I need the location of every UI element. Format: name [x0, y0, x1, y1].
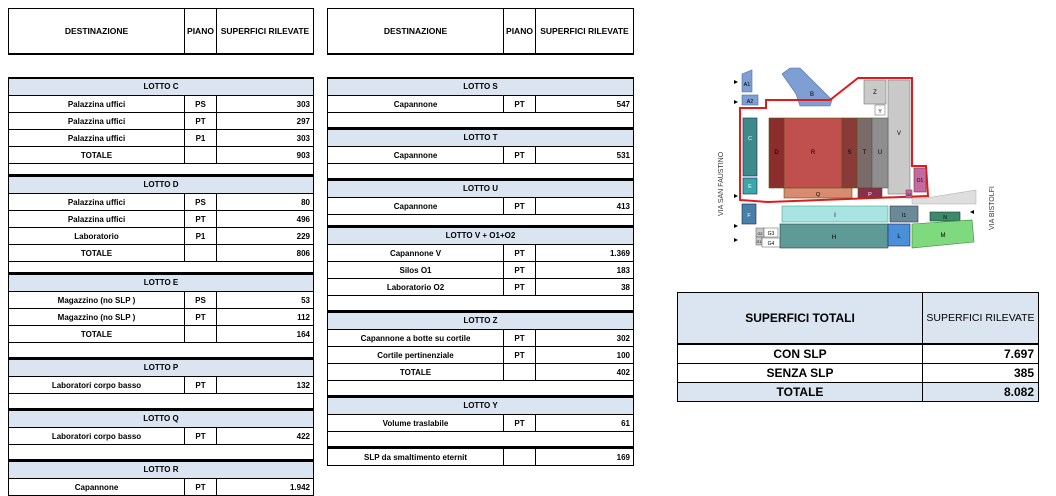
map-lot-n [930, 212, 960, 221]
row-superficie: 531 [616, 150, 630, 160]
svg-text:B: B [809, 92, 815, 98]
row-piano: PT [504, 279, 536, 295]
svg-text:I: I [834, 213, 836, 219]
row-piano: PS [185, 194, 217, 210]
section-title: LOTTO T [328, 128, 633, 147]
site-map [712, 64, 1002, 260]
row-destinazione: Silos O1 [328, 262, 504, 278]
totals-row-value: 7.697 [1003, 347, 1034, 361]
row-destinazione: Magazzino (no SLP ) [9, 309, 185, 325]
map-lot-t [857, 118, 872, 188]
table-row [9, 292, 313, 309]
section-title: LOTTO R [9, 460, 313, 479]
svg-text:Y: Y [878, 109, 882, 115]
map-lot-h [780, 224, 888, 248]
row-superficie: 903 [296, 150, 310, 160]
row-superficie: 169 [616, 452, 630, 462]
row-superficie: 100 [616, 350, 630, 360]
left-table-header [8, 8, 314, 55]
row-piano: PT [504, 147, 536, 163]
svg-text:R: R [810, 150, 816, 156]
row-piano: PT [504, 96, 536, 112]
row-piano: PT [504, 330, 536, 346]
svg-text:Q: Q [815, 192, 821, 198]
row-destinazione: Capannone V [328, 245, 504, 261]
svg-text:F: F [747, 213, 751, 219]
totals-row-senza-slp [678, 364, 1038, 383]
map-street-left: VIA SAN FAUSTINO [718, 151, 725, 216]
totals-header-value: SUPERFICI RILEVATE [926, 312, 1035, 324]
svg-text:O1: O1 [916, 178, 924, 184]
svg-text:Z: Z [873, 90, 877, 96]
row-destinazione: TOTALE [9, 245, 185, 261]
row-superficie: 1.369 [609, 248, 630, 258]
row-destinazione: Laboratori corpo basso [9, 377, 185, 393]
row-destinazione: Palazzina uffici [9, 130, 185, 146]
svg-text:V: V [896, 131, 902, 137]
middle-table-header [327, 8, 634, 55]
totals-header-label: SUPERFICI TOTALI [678, 293, 923, 343]
table-row [328, 415, 633, 432]
row-destinazione: Laboratorio [9, 228, 185, 244]
map-lot-f [742, 204, 756, 224]
row-superficie: 229 [296, 231, 310, 241]
totals-row-label: TOTALE [678, 383, 923, 401]
table-row [328, 262, 633, 279]
table-row [328, 245, 633, 262]
row-destinazione: Laboratori corpo basso [9, 428, 185, 444]
spacer-row [328, 432, 633, 447]
row-destinazione: Palazzina uffici [9, 194, 185, 210]
middle-lots-table [327, 77, 634, 466]
row-superficie: 413 [616, 201, 630, 211]
spacer-row [9, 262, 313, 273]
spacer-row [328, 215, 633, 226]
totals-table [677, 292, 1039, 402]
row-piano: P1 [185, 130, 217, 146]
section-title: LOTTO Q [9, 409, 313, 428]
section-title: LOTTO C [9, 77, 313, 96]
section-title: LOTTO Z [328, 311, 633, 330]
row-piano: PT [185, 479, 217, 495]
section-title: LOTTO E [9, 273, 313, 292]
row-piano: PT [185, 309, 217, 325]
spacer-row [9, 394, 313, 409]
svg-text:I1: I1 [901, 213, 907, 219]
row-piano: P1 [185, 228, 217, 244]
row-superficie: 53 [301, 295, 310, 305]
svg-text:A1: A1 [743, 82, 751, 88]
section-title: LOTTO V + O1+O2 [328, 226, 633, 245]
row-destinazione: Magazzino (no SLP ) [9, 292, 185, 308]
table-row [9, 309, 313, 326]
map-lot-d [769, 118, 784, 188]
header-superfici: SUPERFICI RILEVATE [540, 26, 629, 36]
table-row [328, 147, 633, 164]
row-destinazione: Capannone a botte su cortile [328, 330, 504, 346]
map-lot-z [864, 80, 886, 104]
row-piano [185, 147, 217, 163]
svg-text:G2: G2 [757, 232, 763, 236]
row-piano [504, 364, 536, 380]
map-lot-o2 [906, 190, 912, 198]
row-piano [504, 449, 536, 465]
map-lot-a1 [742, 70, 752, 92]
map-lot-g2 [756, 228, 764, 237]
row-destinazione: TOTALE [9, 326, 185, 342]
table-row [9, 96, 313, 113]
table-row [328, 364, 633, 381]
row-superficie: 132 [296, 380, 310, 390]
map-lot-a2 [742, 95, 758, 105]
totals-row-label: CON SLP [678, 345, 923, 363]
table-row [9, 228, 313, 245]
row-piano: PT [504, 245, 536, 261]
row-superficie: 547 [616, 99, 630, 109]
svg-text:G1: G1 [756, 240, 762, 244]
table-row [9, 194, 313, 211]
row-piano: PT [504, 347, 536, 363]
table-row [328, 330, 633, 347]
spacer-row [328, 296, 633, 311]
row-piano [185, 326, 217, 342]
table-row [328, 347, 633, 364]
map-lot-i [782, 206, 888, 222]
svg-text:S: S [847, 150, 852, 156]
svg-text:A2: A2 [746, 99, 754, 105]
row-superficie: 422 [296, 431, 310, 441]
map-lot-m [912, 220, 974, 248]
map-lot-s [842, 118, 857, 188]
row-destinazione: Volume traslabile [328, 415, 504, 431]
row-piano: PT [185, 428, 217, 444]
totals-row-con-slp [678, 345, 1038, 364]
map-lot-y [875, 105, 885, 115]
svg-text:T: T [862, 150, 867, 156]
map-lot-u [872, 118, 888, 188]
section-title: LOTTO U [328, 179, 633, 198]
totals-row-value: 385 [1013, 366, 1034, 380]
map-lot-l [888, 224, 910, 246]
row-superficie: 297 [296, 116, 310, 126]
table-row [9, 211, 313, 228]
map-lot-g3 [764, 228, 778, 237]
table-row [9, 428, 313, 445]
spacer-row [328, 164, 633, 179]
section-title: LOTTO P [9, 358, 313, 377]
row-destinazione: Palazzina uffici [9, 211, 185, 227]
row-destinazione: Capannone [328, 96, 504, 112]
row-piano: PT [185, 211, 217, 227]
section-title: LOTTO S [328, 77, 633, 96]
row-superficie: 806 [296, 248, 310, 258]
table-row [328, 96, 633, 113]
svg-text:P: P [868, 192, 872, 198]
map-lot-e [743, 178, 757, 194]
row-superficie: 1.942 [289, 482, 310, 492]
svg-text:H: H [831, 235, 837, 241]
spacer-row [328, 113, 633, 128]
table-row [9, 147, 313, 164]
row-destinazione: Palazzina uffici [9, 96, 185, 112]
svg-text:G4: G4 [767, 241, 775, 247]
spacer-row [9, 164, 313, 175]
row-piano: PT [185, 377, 217, 393]
row-piano: PS [185, 96, 217, 112]
row-piano [185, 245, 217, 261]
svg-text:L: L [897, 234, 901, 240]
row-superficie: 164 [296, 329, 310, 339]
map-street-right: VIA BISTOLFI [989, 186, 996, 230]
map-lot-r [784, 118, 842, 188]
map-lot-p [858, 188, 882, 198]
map-lot-i1 [890, 206, 918, 222]
row-destinazione: Capannone [328, 198, 504, 214]
header-piano: PIANO [185, 9, 217, 53]
map-lot-g4 [762, 238, 780, 247]
row-piano: PT [504, 415, 536, 431]
svg-text:G3: G3 [767, 231, 775, 237]
totals-row-value: 8.082 [1003, 385, 1034, 399]
row-superficie: 303 [296, 99, 310, 109]
table-row [9, 113, 313, 130]
row-destinazione: Laboratorio O2 [328, 279, 504, 295]
left-lots-table [8, 77, 314, 496]
spacer-row [328, 381, 633, 396]
row-superficie: 61 [621, 418, 630, 428]
map-lot-g1 [756, 237, 762, 245]
totals-row-label: SENZA SLP [678, 364, 923, 382]
row-superficie: 38 [621, 282, 630, 292]
map-lot-c [743, 118, 757, 176]
header-destinazione: DESTINAZIONE [328, 9, 504, 53]
svg-text:N: N [943, 215, 947, 221]
svg-text:D: D [774, 150, 779, 156]
table-row [9, 377, 313, 394]
table-row [328, 449, 633, 466]
row-destinazione: Capannone [9, 479, 185, 495]
section-title: LOTTO D [9, 175, 313, 194]
svg-text:M: M [940, 233, 946, 239]
row-piano: PT [504, 262, 536, 278]
spacer-row [9, 445, 313, 460]
map-lot-o1 [914, 168, 926, 192]
row-superficie: 302 [616, 333, 630, 343]
table-row [9, 245, 313, 262]
row-destinazione: SLP da smaltimento eternit [328, 449, 504, 465]
header-destinazione: DESTINAZIONE [9, 9, 185, 53]
section-title: LOTTO Y [328, 396, 633, 415]
row-superficie: 496 [296, 214, 310, 224]
table-row [9, 479, 313, 496]
row-destinazione: TOTALE [9, 147, 185, 163]
row-piano: PT [185, 113, 217, 129]
table-row [9, 326, 313, 343]
row-piano: PT [504, 198, 536, 214]
row-superficie: 402 [616, 367, 630, 377]
row-superficie: 303 [296, 133, 310, 143]
row-destinazione: Palazzina uffici [9, 113, 185, 129]
svg-text:U: U [877, 150, 883, 156]
table-row [9, 130, 313, 147]
svg-text:O2: O2 [906, 193, 912, 197]
spacer-row [9, 343, 313, 358]
totals-row-totale [678, 383, 1038, 401]
table-row [328, 279, 633, 296]
row-destinazione: TOTALE [328, 364, 504, 380]
map-lot-q [784, 188, 852, 198]
svg-text:E: E [748, 184, 752, 190]
row-superficie: 80 [301, 197, 310, 207]
row-piano: PS [185, 292, 217, 308]
svg-text:C: C [748, 136, 752, 142]
row-superficie: 112 [297, 312, 310, 322]
header-superfici: SUPERFICI RILEVATE [220, 26, 310, 36]
table-row [328, 198, 633, 215]
row-destinazione: Capannone [328, 147, 504, 163]
row-superficie: 183 [616, 265, 630, 275]
header-piano: PIANO [504, 9, 536, 53]
totals-header [678, 293, 1038, 345]
row-destinazione: Cortile pertinenziale [328, 347, 504, 363]
map-lot-v [888, 80, 910, 194]
